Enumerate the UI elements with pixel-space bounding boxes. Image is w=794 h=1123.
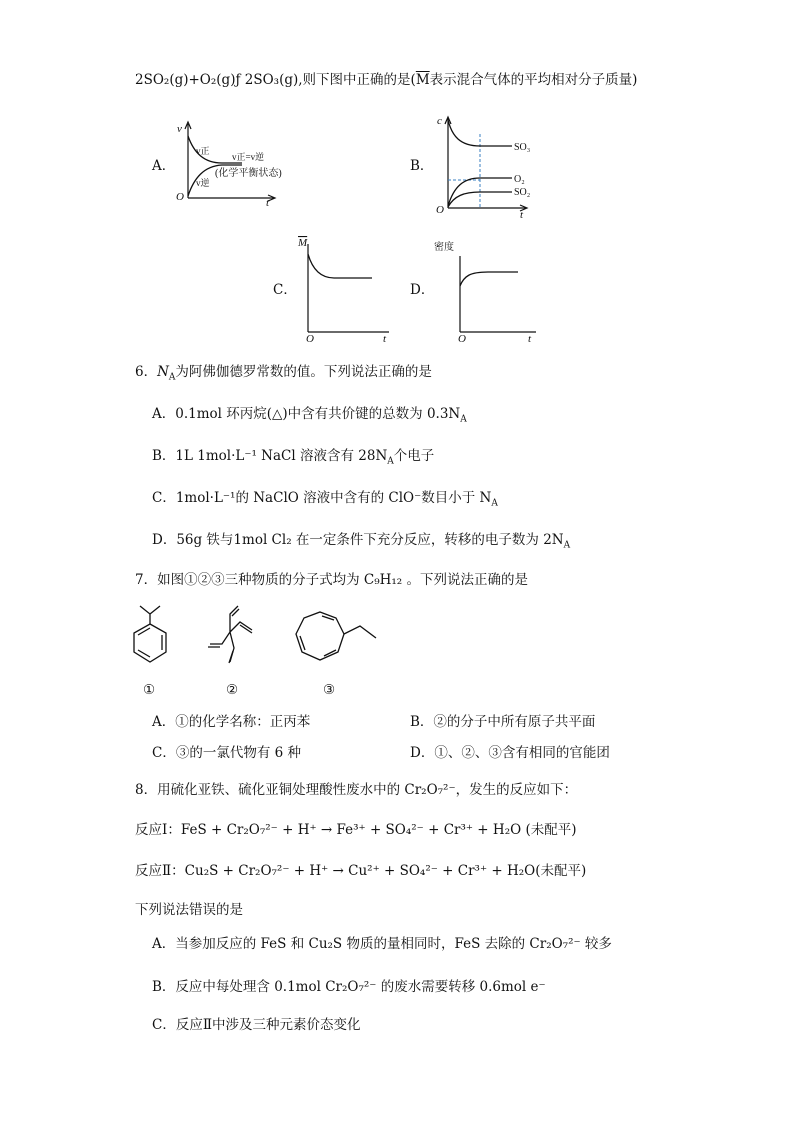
q7-label-2: ② [226,682,239,698]
q5-label-b: B． [410,158,434,174]
q5-stem-rest: ,则下图中正确的是( [298,72,416,88]
structure-3-double-bonds [300,616,336,656]
structure-3-ring [296,612,344,660]
q6-stem-text: 为阿佛伽德罗常数的值。下列说法正确的是 [175,364,432,380]
graph-b-so3: SO₃ [514,142,531,153]
structure-1 [122,602,182,682]
q6-option-b [152,446,434,472]
q7-label-1: ① [143,682,156,698]
structure-3-ethyl [344,626,376,638]
q6-option-d-sub: A [563,540,571,551]
graph-a-vni: v逆 [196,178,210,188]
q6-option-b-text: B．1L 1mol·L⁻¹ NaCl 溶液含有 28N [152,448,388,464]
q8-reaction-1: 反应Ⅰ：FeS + Cr₂O₇²⁻ + H⁺ → Fe³⁺ + SO₄²⁻ + Cr³⁺ + H₂O (未配平) [135,822,577,838]
q6-option-a-text: A．0.1mol 环丙烷(△)中含有共价键的总数为 0.3N [152,406,461,422]
q8-reaction-2: 反应Ⅱ：Cu₂S + Cr₂O₇²⁻ + H⁺ → Cu²⁺ + SO₄²⁻ + Cr³⁺ + H₂O(未配平) [135,863,587,879]
graph-b-o2: O₂ [514,174,525,185]
graph-d-y-label: 密度 [434,242,454,253]
q7-label-3: ③ [323,682,336,698]
q6-option-a-sub: A [460,414,467,425]
q5-label-d: D． [410,282,435,298]
graph-c-m: M [298,237,308,249]
graph-a-state: (化学平衡状态) [215,168,282,179]
structure-1-double-bonds [138,628,162,657]
structure-1-isopropyl [140,606,160,624]
graph-a-o: O [176,191,184,203]
q8-option-c: C．反应Ⅱ中涉及三种元素价态变化 [152,1017,361,1033]
graph-b-so2: SO₂ [514,187,531,198]
graph-a-vzheng: v正 [196,146,210,156]
q6-option-c-text: C．1mol·L⁻¹的 NaClO 溶液中含有的 ClO⁻数目小于 N [152,490,492,506]
q5-equation: 2SO₂(g)+O₂(g)ƒ 2SO₃(g) [135,72,299,88]
q7-option-d: D．①、②、③含有相同的官能团 [410,745,610,761]
structure-3 [292,606,388,672]
q7-option-a: A．①的化学名称：正丙苯 [152,714,311,730]
graph-d-o: O [458,333,466,344]
q7-option-b: B．②的分子中所有原子共平面 [410,714,596,730]
graph-a [174,118,284,208]
graph-d-t: t [528,333,532,344]
graph-d-curve [460,272,518,286]
graph-a-v: v [177,123,182,135]
q6-option-d [152,530,570,556]
graph-b-c: c [437,115,442,127]
graph-c [294,236,394,344]
graph-a-t: t [266,197,270,208]
graph-c-o: O [306,333,314,344]
q6-number: 6． [135,364,158,380]
q6-stem [135,362,432,388]
q5-stem-tail: 表示混合气体的平均相对分子质量) [429,72,638,88]
graph-c-t: t [383,333,387,344]
graph-d [434,236,544,344]
q5-label-a: A． [152,158,176,174]
q6-option-c [152,488,498,514]
q7-option-c: C．③的一氯代物有 6 种 [152,745,302,761]
q6-option-a [152,404,467,430]
q5-label-c: C． [273,282,297,298]
graph-a-eq: v正=v逆 [232,152,265,162]
q8-ask: 下列说法错误的是 [135,902,243,918]
q5-mbar: $\overline{M}$ [415,72,430,88]
graph-b-t: t [520,209,524,220]
q5-stem [135,70,637,90]
graph-b [434,112,544,220]
graph-c-curve [308,254,372,278]
graph-b-so3-curve [448,120,512,146]
q6-na-sub: A [168,372,176,383]
q6-option-b-sub: A [387,456,394,467]
q6-option-c-sub: A [491,498,498,509]
q8-option-b: B．反应中每处理含 0.1mol Cr₂O₇²⁻ 的废水需要转移 0.6mol e⁻ [152,979,546,995]
q8-stem: 8．用硫化亚铁、硫化亚铜处理酸性废水中的 Cr₂O₇²⁻，发生的反应如下： [135,782,578,798]
q6-option-b-tail: 个电子 [393,448,435,464]
q6-na: N [157,364,169,380]
structure-2 [200,602,270,672]
structure-2-bonds [210,606,252,662]
graph-b-o: O [436,204,444,216]
q6-option-d-text: D．56g 铁与1mol Cl₂ 在一定条件下充分反应，转移的电子数为 2N [152,532,564,548]
q7-stem: 7．如图①②③三种物质的分子式均为 C₉H₁₂ 。下列说法正确的是 [135,572,529,588]
q8-option-a: A．当参加反应的 FeS 和 Cu₂S 物质的量相同时，FeS 去除的 Cr₂O₇²⁻ 较多 [152,936,612,952]
